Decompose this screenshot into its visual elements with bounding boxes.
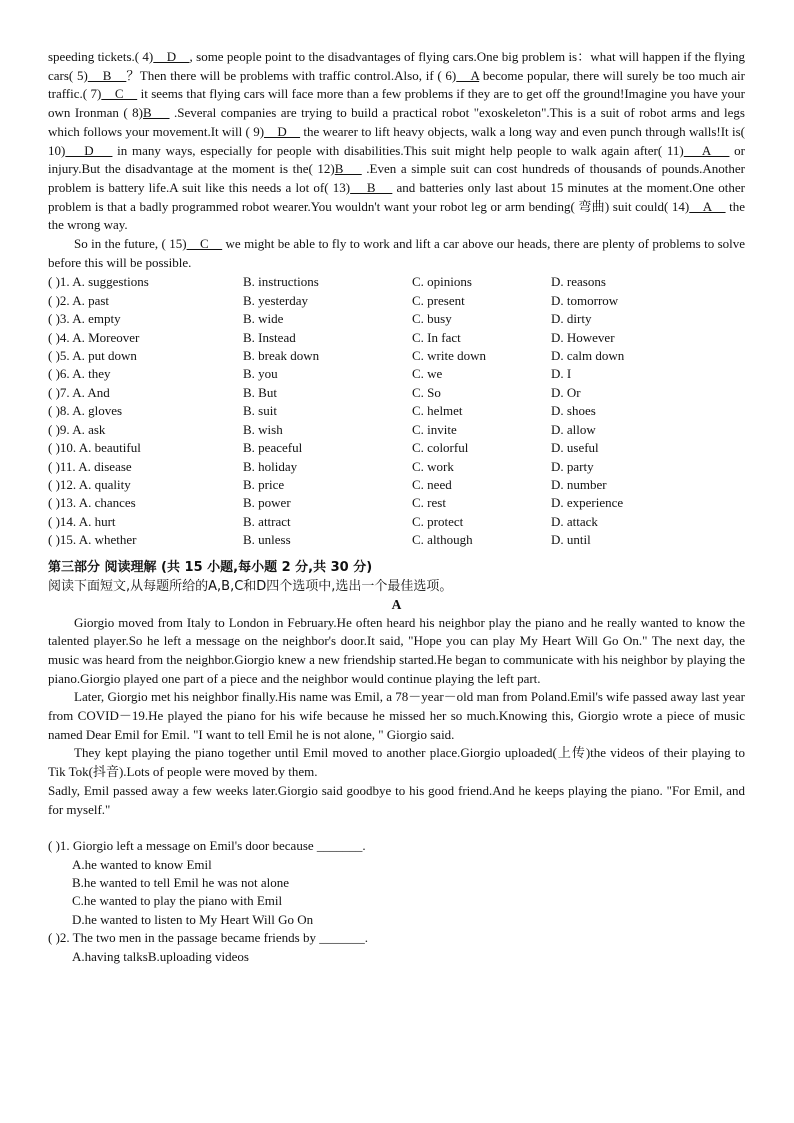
option-d: D. calm down <box>551 348 625 364</box>
option-c: C. rest <box>412 495 446 511</box>
option-c: C. helmet <box>412 403 463 419</box>
question-number: ( )7. <box>48 384 70 400</box>
option-d: D. party <box>551 458 594 474</box>
option-b: B. break down <box>243 348 320 364</box>
answer-blank: A <box>689 198 726 214</box>
question-choice: A.he wanted to know Emil <box>72 856 212 872</box>
option-d: D. dirty <box>551 311 592 327</box>
option-d: D. experience <box>551 495 624 511</box>
question-number: ( )9. <box>48 421 70 437</box>
answer-blank: B <box>334 161 362 177</box>
option-cell <box>243 402 412 420</box>
cloze-paragraph <box>48 235 745 272</box>
option-cell <box>48 421 243 439</box>
option-c: C. So <box>412 384 441 400</box>
option-cell <box>48 273 243 291</box>
option-a: A. disease <box>78 458 132 474</box>
reading-paragraph: Sadly, Emil passed away a few weeks later.Giorgio said goodbye to his good friend.And he keeps playing the piano. "For Emil, and for myself." <box>48 782 745 817</box>
spacer <box>48 819 745 837</box>
passage-text: So in the future, ( 15) <box>74 236 187 252</box>
option-cell <box>48 531 243 549</box>
answer-blank: A <box>456 67 480 83</box>
section-title: 第三部分 阅读理解 (共 15 小题,每小题 2 分,共 30 分) <box>48 559 373 575</box>
option-a: A. put down <box>72 348 137 364</box>
option-cell <box>551 273 745 291</box>
passage-text: or injury.But the disadvantage at the moment is the( 12) <box>48 142 745 177</box>
question-number: ( )13. <box>48 495 77 511</box>
option-d: D. allow <box>551 421 596 437</box>
answer-blank: B <box>142 105 170 121</box>
option-b: B. you <box>243 366 278 382</box>
option-row <box>48 384 745 402</box>
question-number: ( )4. <box>48 329 70 345</box>
question-number: ( )14. <box>48 513 77 529</box>
option-a: A. whether <box>78 532 137 548</box>
option-cell <box>412 513 551 531</box>
option-cell <box>412 531 551 549</box>
option-cell <box>412 347 551 365</box>
option-cell <box>243 329 412 347</box>
option-row <box>48 513 745 531</box>
option-a: A. Moreover <box>72 329 140 345</box>
option-cell <box>551 531 745 549</box>
option-b: B. But <box>243 384 277 400</box>
answer-blank: C <box>101 86 138 102</box>
option-row <box>48 402 745 420</box>
option-c: C. protect <box>412 513 464 529</box>
option-a: A. gloves <box>72 403 123 419</box>
option-cell <box>551 384 745 402</box>
option-row <box>48 421 745 439</box>
option-d: D. number <box>551 476 607 492</box>
option-c: C. busy <box>412 311 452 327</box>
cloze-options-list <box>48 273 745 549</box>
option-c: C. need <box>412 476 452 492</box>
option-cell <box>412 292 551 310</box>
question-number: ( )15. <box>48 532 77 548</box>
option-cell <box>412 458 551 476</box>
passage-text: .Even a simple suit can cost hundreds of thousands of pounds.Another problem is battery life.A suit like this needs a lot of( 13) <box>48 161 745 195</box>
option-cell <box>412 402 551 420</box>
option-row <box>48 347 745 365</box>
option-d: D. until <box>551 532 591 548</box>
option-cell <box>551 402 745 420</box>
option-cell <box>48 365 243 383</box>
option-cell <box>551 439 745 457</box>
answer-blank: A <box>683 142 730 158</box>
option-row <box>48 365 745 383</box>
reading-paragraph: They kept playing the piano together until Emil moved to another place.Giorgio uploaded(上传)the videos of their playing to Tik Tok(抖音).Lots of people were moved by them. <box>48 745 745 780</box>
option-cell <box>48 494 243 512</box>
passage-text: speeding tickets.( 4) <box>48 49 154 64</box>
option-cell <box>243 421 412 439</box>
option-row <box>48 494 745 512</box>
option-c: C. we <box>412 366 443 382</box>
option-cell <box>243 347 412 365</box>
option-cell <box>551 329 745 347</box>
option-cell <box>48 329 243 347</box>
option-b: B. peaceful <box>243 440 303 456</box>
option-cell <box>551 365 745 383</box>
option-cell <box>243 513 412 531</box>
option-d: D. I <box>551 366 572 382</box>
passage-text: become popular, there will surely be too much air traffic.( 7) <box>48 67 746 102</box>
option-a: A. beautiful <box>78 440 141 456</box>
passage-text: the the wrong way. <box>48 198 745 233</box>
question-number: ( )2. <box>48 292 70 308</box>
option-cell <box>551 310 745 328</box>
option-cell <box>412 310 551 328</box>
option-row <box>48 531 745 549</box>
passage-text: we might be able to fly to work and lift a car above our heads, there are plenty of problems to solve before this will be possible. <box>48 236 746 270</box>
option-cell <box>48 476 243 494</box>
option-cell <box>243 384 412 402</box>
passage-text: in many ways, especially for people with disabilities.This suit might help people to walk again after( 11) <box>112 142 684 158</box>
option-cell <box>551 476 745 494</box>
option-row <box>48 476 745 494</box>
option-b: B. power <box>243 495 291 511</box>
option-a: A. hurt <box>78 513 116 529</box>
option-cell <box>243 458 412 476</box>
option-cell <box>243 494 412 512</box>
option-d: D. useful <box>551 440 599 456</box>
option-d: D. However <box>551 329 615 345</box>
option-b: B. wish <box>243 421 283 437</box>
option-c: C. invite <box>412 421 457 437</box>
option-cell <box>243 273 412 291</box>
question-stem: ( )1. Giorgio left a message on Emil's door because _______. <box>48 838 366 854</box>
option-cell <box>243 476 412 494</box>
option-c: C. write down <box>412 348 487 364</box>
option-a: A. And <box>72 384 110 400</box>
option-cell <box>412 421 551 439</box>
option-cell <box>551 421 745 439</box>
option-b: B. yesterday <box>243 292 308 308</box>
option-cell <box>551 292 745 310</box>
option-cell <box>48 347 243 365</box>
option-a: A. empty <box>72 311 121 327</box>
option-a: A. suggestions <box>72 274 149 290</box>
option-cell <box>243 310 412 328</box>
answer-blank: D <box>264 123 301 139</box>
option-cell <box>551 347 745 365</box>
question-choice: A.having talksB.uploading videos <box>72 948 249 964</box>
option-d: D. shoes <box>551 403 596 419</box>
option-d: D. attack <box>551 513 598 529</box>
question-number: ( )8. <box>48 403 70 419</box>
option-a: A. they <box>72 366 111 382</box>
option-cell <box>48 292 243 310</box>
passage-text: , some people point to the disadvantages of flying cars.One big problem is：what will happen if the flying cars( 5) <box>48 49 746 83</box>
option-cell <box>48 439 243 457</box>
answer-blank: D <box>153 49 190 64</box>
question-choice: D.he wanted to listen to My Heart Will Go On <box>72 911 314 927</box>
option-a: A. quality <box>78 476 131 492</box>
reading-paragraph: Giorgio moved from Italy to London in February.He often heard his neighbor play the piano and he really wanted to know the talented player.So he left a message on the neighbor's door.It said, "Hope you can play My Heart Will Go On." The next day, the music was heard from the neighbor.Giorgio knew a new friendship started.He began to communicate with his neighbor by playing the piano.Giorgio played one part of a piece and the neighbor would continue playing the left part. <box>48 614 745 686</box>
option-cell <box>412 439 551 457</box>
option-cell <box>48 310 243 328</box>
answer-blank: B <box>87 67 127 83</box>
option-cell <box>412 494 551 512</box>
option-cell <box>48 513 243 531</box>
option-a: A. past <box>72 292 110 308</box>
question-number: ( )11. <box>48 458 76 474</box>
option-b: B. suit <box>243 403 277 419</box>
option-cell <box>243 292 412 310</box>
option-c: C. In fact <box>412 329 461 345</box>
option-cell <box>412 329 551 347</box>
option-row <box>48 439 745 457</box>
question-number: ( )6. <box>48 366 70 382</box>
option-row <box>48 458 745 476</box>
option-d: D. reasons <box>551 274 606 290</box>
exam-page <box>48 48 745 966</box>
option-b: B. instructions <box>243 274 319 290</box>
option-cell <box>412 384 551 402</box>
question-number: ( )5. <box>48 348 70 364</box>
passage-text: .Several companies are trying to build a practical robot "exoskeleton".This is a suit of robot arms and legs which follows your movement.It will ( 9) <box>48 105 745 139</box>
option-d: D. Or <box>551 384 581 400</box>
option-cell <box>48 402 243 420</box>
option-c: C. colorful <box>412 440 469 456</box>
option-a: A. chances <box>78 495 136 511</box>
answer-blank: B <box>350 179 393 195</box>
option-cell <box>551 458 745 476</box>
passage-text: ？Then there will be problems with traffic control.Also, if ( 6) <box>126 67 457 83</box>
option-c: C. work <box>412 458 454 474</box>
option-cell <box>412 365 551 383</box>
question-number: ( )3. <box>48 311 70 327</box>
option-b: B. unless <box>243 532 291 548</box>
option-b: B. holiday <box>243 458 298 474</box>
question-choice: B.he wanted to tell Emil he was not alone <box>72 875 289 891</box>
option-b: B. wide <box>243 311 284 327</box>
option-row <box>48 310 745 328</box>
passage-text: and batteries only last about 15 minutes at the moment.One other problem is that a badly programmed robot wearer.You wouldn't want your robot leg or arm bending( 弯曲) suit could( 14) <box>48 179 745 214</box>
option-row <box>48 273 745 291</box>
answer-blank: D <box>65 142 113 158</box>
option-cell <box>551 494 745 512</box>
option-b: B. Instead <box>243 329 296 345</box>
question-number: ( )12. <box>48 476 77 492</box>
option-a: A. ask <box>72 421 106 437</box>
question-choice: C.he wanted to play the piano with Emil <box>72 893 283 909</box>
option-c: C. although <box>412 532 473 548</box>
option-c: C. opinions <box>412 274 472 290</box>
option-cell <box>48 458 243 476</box>
option-cell <box>412 273 551 291</box>
option-cell <box>243 365 412 383</box>
reading-questions <box>48 837 745 966</box>
answer-blank: C <box>186 236 223 252</box>
option-d: D. tomorrow <box>551 292 619 308</box>
passage-label: A <box>391 596 402 612</box>
passage-text: the wearer to lift heavy objects, walk a long way and even punch through walls!It is( 10) <box>48 123 745 158</box>
option-cell <box>243 531 412 549</box>
option-cell <box>243 439 412 457</box>
section-instruction: 阅读下面短文,从每题所给的A,B,C和D四个选项中,选出一个最佳选项。 <box>48 578 453 594</box>
passage-text: it seems that flying cars will face more than a few problems if they are to get off the ground!Imagine you have your own Ironman ( 8) <box>48 86 745 121</box>
cloze-paragraph <box>48 48 745 235</box>
question-number: ( )1. <box>48 274 70 290</box>
option-cell <box>551 513 745 531</box>
reading-paragraph: Later, Giorgio met his neighbor finally.His name was Emil, a 78－year－old man from Poland.Emil's wife passed away last year from COVID－19.He played the piano for his wife because he missed her so much.Knowing this, Giorgio wrote a piece of music named Dear Emil for Emil. "I want to tell Emil he is not alone, " Giorgio said. <box>48 689 745 742</box>
option-cell <box>48 384 243 402</box>
option-row <box>48 292 745 310</box>
option-b: B. attract <box>243 513 291 529</box>
option-cell <box>412 476 551 494</box>
option-b: B. price <box>243 476 285 492</box>
question-number: ( )10. <box>48 440 77 456</box>
option-c: C. present <box>412 292 465 308</box>
option-row <box>48 329 745 347</box>
cloze-passage <box>48 48 745 272</box>
question-stem: ( )2. The two men in the passage became friends by _______. <box>48 930 368 946</box>
